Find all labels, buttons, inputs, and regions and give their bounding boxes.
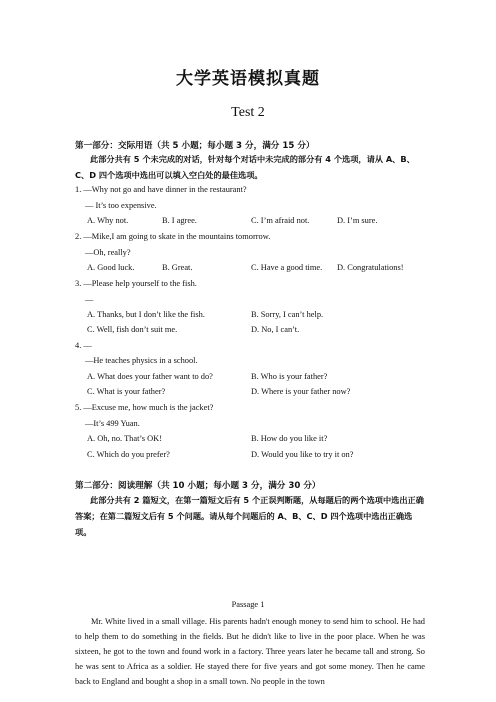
q4-option-a: A. What does your father want to do?	[87, 372, 213, 381]
part1-heading: 第一部分：交际用语（共 5 小题；每小题 3 分，满分 15 分）	[75, 141, 315, 151]
page-subtitle: Test 2	[231, 105, 265, 120]
q5-option-a: A. Oh, no. That’s OK!	[87, 434, 162, 443]
part2-heading: 第二部分：阅读理解（共 10 小题；每小题 3 分，满分 30 分）	[75, 481, 321, 491]
q3-option-a: A. Thanks, but I don’t like the fish.	[87, 310, 205, 319]
q3-option-d: D. No, I can’t.	[251, 325, 300, 334]
q5-option-d: D. Would you like to try it on?	[251, 450, 354, 459]
q1-option-b: B. I agree.	[162, 216, 197, 225]
q2-option-a: A. Good luck.	[87, 263, 135, 272]
q1-option-d: D. I’m sure.	[337, 216, 378, 225]
page-title: 大学英语模拟真题	[176, 69, 320, 89]
passage-title: Passage 1	[231, 600, 265, 609]
q1-prompt: 1. —Why not go and have dinner in the restaurant?	[75, 185, 247, 194]
q5-option-b: B. How do you like it?	[251, 434, 328, 443]
q3-option-b: B. Sorry, I can’t help.	[251, 310, 324, 319]
q4-prompt: 4. —	[75, 341, 92, 350]
q5-reply: —It’s 499 Yuan.	[85, 419, 140, 428]
q3-option-c: C. Well, fish don’t suit me.	[87, 325, 178, 334]
q3-prompt: 3. —Please help yourself to the fish.	[75, 279, 197, 288]
q4-reply: —He teaches physics in a school.	[85, 356, 198, 365]
part1-instruction: 此部分共有 5 个未完成的对话，针对每个对话中未完成的部分有 4 个选项，请从 A、B、C、D 四个选项中选出可以填入空白处的最佳选项。	[75, 154, 415, 180]
q2-reply: —Oh, really?	[85, 248, 131, 257]
part2-instruction: 此部分共有 2 篇短文，在第一篇短文后有 5 个正误判断题，从每题后的两个选项中选出正确答案；在第二篇短文后有 5 个问题。请从每个问题后的 A、B、C、D 四个选项中选出正确选项。	[75, 495, 424, 537]
q4-option-d: D. Where is your father now?	[251, 387, 351, 396]
q1-option-a: A. Why not.	[87, 216, 129, 225]
q4-option-b: B. Who is your father?	[251, 372, 328, 381]
q2-option-c: C. Have a good time.	[251, 263, 323, 272]
q1-reply: — It’s too expensive.	[85, 201, 157, 210]
passage-text: Mr. White lived in a small village. His parents hadn't enough money to send him to school. He had to help them to do something in the fields. But he didn't like to live in the poor place. When he was sixteen, he got to the town and found work in a factory. Three years later he became tall and strong. So he was sent to Africa as a soldier. He stayed there for five years and got some money. Then he came back to England and bought a shop in a small town. No people in the town	[75, 617, 425, 686]
q4-option-c: C. What is your father?	[87, 387, 166, 396]
q5-option-c: C. Which do you prefer?	[87, 450, 170, 459]
q1-option-c: C. I’m afraid not.	[251, 216, 310, 225]
q3-reply: —	[85, 295, 94, 304]
q2-prompt: 2. —Mike,I am going to skate in the mountains tomorrow.	[75, 232, 271, 241]
q2-option-b: B. Great.	[162, 263, 193, 272]
q2-option-d: D. Congratulations!	[337, 263, 404, 272]
q5-prompt: 5. —Excuse me, how much is the jacket?	[75, 403, 214, 412]
